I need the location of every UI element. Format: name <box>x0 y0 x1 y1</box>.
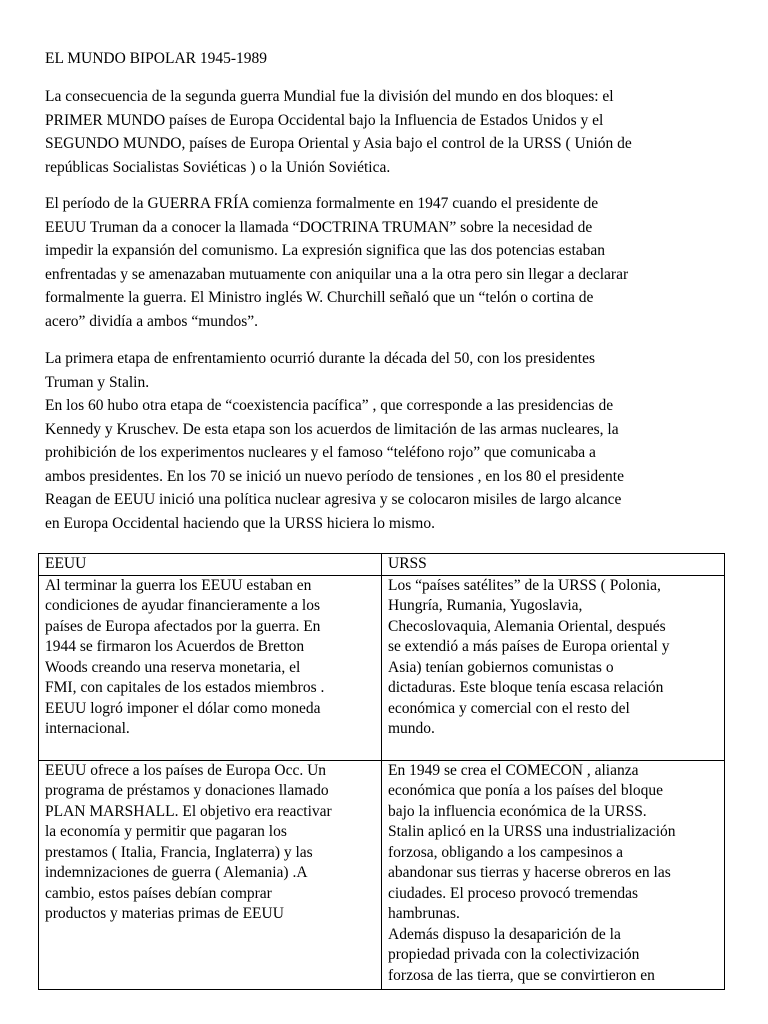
cell-line: económica que ponía a los países del bloque <box>388 782 664 799</box>
table-cell-eeuu <box>39 760 382 989</box>
text-line: ambos presidentes. En los 70 se inició un nuevo período de tensiones , en los 80 el presidente <box>45 467 624 485</box>
cell-line: Además dispuso la desaparición de la <box>388 925 621 943</box>
cell-line: mundo. <box>388 720 435 737</box>
text-line: acero” dividía a ambos “mundos”. <box>45 312 259 330</box>
header-cell-urss: URSS <box>382 554 725 576</box>
cell-line: países de Europa afectados por la guerra. En <box>45 617 321 635</box>
text-line: La consecuencia de la segunda guerra Mundial fue la división del mundo en dos bloques: el <box>45 88 614 105</box>
text-line: formalmente la guerra. El Ministro inglés W. Churchill señaló que un “telón o cortina de <box>45 289 594 306</box>
cell-line: Checoslovaquia, Alemania Oriental, después <box>388 617 666 635</box>
text-line: Truman y Stalin. <box>45 373 150 391</box>
cell-line: PLAN MARSHALL. El objetivo era reactivar <box>45 802 332 820</box>
cell-line: abandonar sus tierras y hacerse obreros en las <box>388 864 671 881</box>
text-line: El período de la GUERRA FRÍA comienza formalmente en 1947 cuando el presidente de <box>45 195 599 212</box>
cell-line: Woods creando una reserva monetaria, el <box>45 658 301 676</box>
cell-line: En 1949 se crea el COMECON , alianza <box>388 761 639 779</box>
text-line: repúblicas Socialistas Soviéticas ) o la Unión Soviética. <box>45 158 391 176</box>
text-line: prohibición de los experimentos nucleares y el famoso “teléfono rojo” que comunicaba a <box>45 444 596 461</box>
table-cell-urss <box>382 575 725 760</box>
text-line: enfrentadas y se amenazaban mutuamente con aniquilar una a la otra pero sin llegar a declarar <box>45 265 629 283</box>
paragraph-stages <box>45 347 735 535</box>
header-cell-eeuu: EEUU <box>39 554 382 576</box>
cell-line: Al terminar la guerra los EEUU estaban en <box>45 576 312 594</box>
cell-line: internacional. <box>45 720 130 737</box>
text-line: Reagan de EEUU inició una política nuclear agresiva y se colocaron misiles de largo alcance <box>45 491 622 508</box>
cell-line: cambio, estos países debían comprar <box>45 884 272 902</box>
text-line: Kennedy y Kruschev. De esta etapa son los acuerdos de limitación de las armas nucleares, la <box>45 420 619 438</box>
text-line: impedir la expansión del comunismo. La expresión significa que las dos potencias estaban <box>45 242 606 259</box>
cell-line: la economía y permitir que pagaran los <box>45 823 287 840</box>
paragraph-bipolar-world <box>45 85 735 179</box>
cell-line: forzosa, obligando a los campesinos a <box>388 843 624 861</box>
text-line: La primera etapa de enfrentamiento ocurrió durante la década del 50, con los presidentes <box>45 350 596 367</box>
cell-line: Los “países satélites” de la URSS ( Polonia, <box>388 576 661 594</box>
cell-line: EEUU logró imponer el dólar como moneda <box>45 699 321 717</box>
cell-line: Stalin aplicó en la URSS una industrialización <box>388 823 676 840</box>
cell-line: hambrunas. <box>388 905 460 922</box>
cell-line: EEUU ofrece a los países de Europa Occ. Un <box>45 761 327 779</box>
cell-line: se extendió a más países de Europa oriental y <box>388 638 670 655</box>
cell-line: bajo la influencia económica de la URSS. <box>388 802 647 820</box>
cell-line: dictaduras. Este bloque tenía escasa relación <box>388 679 664 696</box>
table-row <box>39 760 725 989</box>
text-line: PRIMER MUNDO países de Europa Occidental bajo la Influencia de Estados Unidos y el <box>45 111 604 129</box>
cell-line: FMI, con capitales de los estados miembros . <box>45 679 325 696</box>
table-header-row <box>39 554 725 576</box>
table-cell-urss <box>382 760 725 989</box>
cell-line: productos y materias primas de EEUU <box>45 905 284 922</box>
table-cell-eeuu <box>39 575 382 760</box>
table-row <box>39 575 725 760</box>
cell-line: Asia) tenían gobiernos comunistas o <box>388 658 614 676</box>
text-line: EEUU Truman da a conocer la llamada “DOCTRINA TRUMAN” sobre la necesidad de <box>45 218 593 236</box>
document-title: EL MUNDO BIPOLAR 1945-1989 <box>45 50 268 67</box>
cell-line: prestamos ( Italia, Francia, Inglaterra) y las <box>45 843 313 861</box>
cell-line: 1944 se firmaron los Acuerdos de Bretton <box>45 638 305 655</box>
text-line: en Europa Occidental haciendo que la URSS hiciera lo mismo. <box>45 514 435 532</box>
text-line: En los 60 hubo otra etapa de “coexistencia pacífica” , que corresponde a las presidencias de <box>45 397 614 414</box>
cell-line: forzosa de las tierra, que se convirtieron en <box>388 966 655 984</box>
comparison-table <box>38 553 725 990</box>
text-line: SEGUNDO MUNDO, países de Europa Oriental y Asia bajo el control de la URSS ( Unión de <box>45 135 632 152</box>
cell-line: ciudades. El proceso provocó tremendas <box>388 884 639 902</box>
cell-line: económica y comercial con el resto del <box>388 699 630 717</box>
cell-line: propiedad privada con la colectivización <box>388 946 640 963</box>
cell-line: programa de préstamos y donaciones llamado <box>45 782 329 799</box>
paragraph-cold-war <box>45 192 735 333</box>
cell-line: indemnizaciones de guerra ( Alemania) .A <box>45 864 308 881</box>
cell-line: Hungría, Rumania, Yugoslavia, <box>388 597 583 614</box>
cell-line: condiciones de ayudar financieramente a los <box>45 597 321 614</box>
